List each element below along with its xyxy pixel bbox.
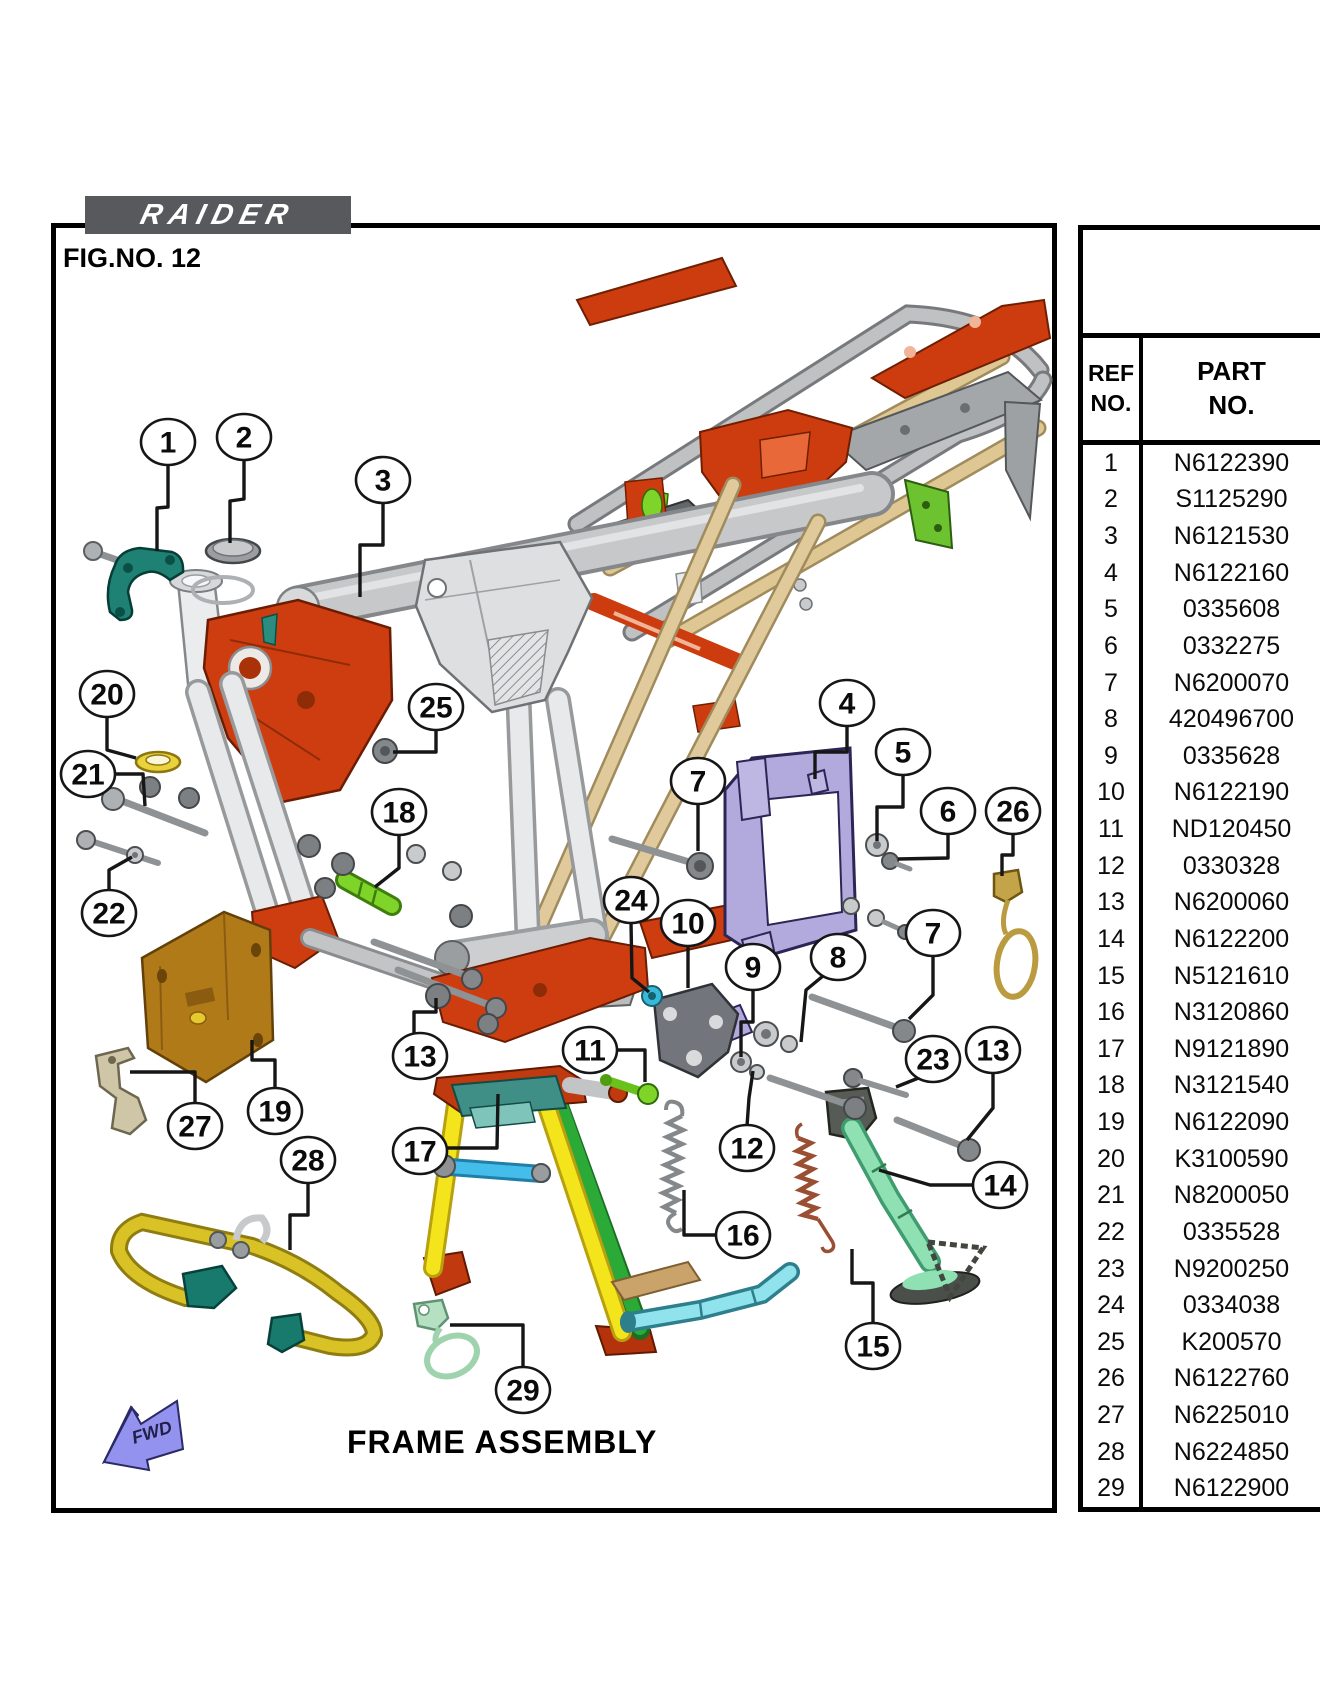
part-no-cell: N6122190 xyxy=(1173,778,1290,807)
part-no-cell: 0334038 xyxy=(1182,1291,1281,1320)
callout-number: 25 xyxy=(419,691,453,725)
table-row xyxy=(1083,1214,1320,1251)
engine-guard-28 xyxy=(119,1218,374,1352)
callout-leader-line xyxy=(393,729,436,752)
parts-table xyxy=(1078,225,1320,1512)
part-no-cell: N6200060 xyxy=(1173,888,1290,917)
callout-leader-line xyxy=(684,1190,717,1235)
callout-7 xyxy=(906,910,960,1019)
callout-number: 18 xyxy=(382,796,416,830)
callout-number: 17 xyxy=(403,1135,437,1169)
ref-no-cell: 28 xyxy=(1083,1434,1143,1471)
ref-no-cell: 1 xyxy=(1083,445,1143,482)
callout-number: 10 xyxy=(671,907,705,941)
ref-no-cell: 12 xyxy=(1083,848,1143,885)
frame-bracket-1 xyxy=(84,542,183,620)
part-no-cell: S1125290 xyxy=(1175,485,1288,514)
ref-no-cell: 24 xyxy=(1083,1287,1143,1324)
callout-number: 5 xyxy=(894,736,912,770)
callout-number: 13 xyxy=(403,1040,437,1074)
ref-header-line2: NO. xyxy=(1090,390,1132,416)
part-no-cell: N5121610 xyxy=(1173,961,1290,990)
part-no-cell: N6122390 xyxy=(1173,448,1290,477)
spacer-18 xyxy=(345,880,392,906)
table-row xyxy=(1083,1361,1320,1398)
callout-number: 9 xyxy=(744,951,762,985)
bracket-27 xyxy=(96,1048,146,1134)
table-row xyxy=(1083,1104,1320,1141)
clamp-29 xyxy=(414,1300,484,1384)
part-no-cell: 0335628 xyxy=(1182,741,1281,770)
callout-11 xyxy=(563,1027,645,1082)
part-no-cell: N6122200 xyxy=(1173,924,1290,953)
part-no-cell: 0335528 xyxy=(1182,1217,1281,1246)
part-no-cell: ND120450 xyxy=(1171,815,1292,844)
center-stand-17 xyxy=(424,1066,656,1355)
table-row xyxy=(1083,1471,1320,1508)
table-row xyxy=(1083,1324,1320,1361)
callout-26 xyxy=(986,788,1040,876)
table-row xyxy=(1083,592,1320,629)
callout-number: 14 xyxy=(983,1169,1017,1203)
callout-leader-line xyxy=(741,989,753,1057)
part-header-line2: NO. xyxy=(1208,390,1255,420)
ref-no-cell: 2 xyxy=(1083,482,1143,519)
callout-leader-line xyxy=(852,1249,873,1324)
ref-no-cell: 25 xyxy=(1083,1324,1143,1361)
part-no-cell: N6122760 xyxy=(1173,1364,1290,1393)
ref-no-cell: 19 xyxy=(1083,1104,1143,1141)
part-no-cell: N8200050 xyxy=(1173,1181,1290,1210)
callout-leader-line xyxy=(450,1325,523,1368)
part-no-cell: 0332275 xyxy=(1182,631,1281,660)
callout-number: 20 xyxy=(90,678,124,712)
table-row xyxy=(1083,1178,1320,1215)
ref-no-cell: 6 xyxy=(1083,628,1143,665)
callout-15 xyxy=(846,1249,900,1369)
table-row xyxy=(1083,775,1320,812)
callout-number: 26 xyxy=(996,795,1030,829)
callout-number: 7 xyxy=(924,917,942,951)
table-row xyxy=(1083,482,1320,519)
callout-16 xyxy=(684,1190,770,1258)
parts-table-body xyxy=(1083,445,1320,1507)
callout-leader-line xyxy=(898,833,948,859)
callout-number: 22 xyxy=(92,897,126,931)
callout-number: 23 xyxy=(916,1043,950,1077)
callout-leader-line xyxy=(747,1071,753,1126)
table-row xyxy=(1083,1287,1320,1324)
callout-number: 11 xyxy=(574,1034,606,1068)
callout-number: 29 xyxy=(506,1374,540,1408)
callout-number: 27 xyxy=(178,1110,212,1144)
fwd-label: FWD xyxy=(129,1416,175,1448)
fwd-arrow-icon xyxy=(104,1401,183,1470)
callout-number: 19 xyxy=(258,1095,292,1129)
callout-12 xyxy=(720,1071,774,1171)
callout-number: 8 xyxy=(829,941,847,975)
callout-28 xyxy=(281,1137,335,1250)
table-row xyxy=(1083,518,1320,555)
part-no-cell: N3120860 xyxy=(1173,998,1290,1027)
ref-no-cell: 5 xyxy=(1083,592,1143,629)
table-row xyxy=(1083,445,1320,482)
part-no-cell: N6121530 xyxy=(1173,522,1290,551)
table-row xyxy=(1083,665,1320,702)
table-row xyxy=(1083,1068,1320,1105)
table-top-box xyxy=(1083,230,1320,338)
callout-1 xyxy=(141,419,195,551)
part-no-cell: 420496700 xyxy=(1168,705,1295,734)
callout-13 xyxy=(966,1027,1020,1140)
callout-25 xyxy=(393,684,463,752)
table-row xyxy=(1083,1251,1320,1288)
callout-number: 24 xyxy=(614,884,648,918)
table-row xyxy=(1083,1434,1320,1471)
table-row xyxy=(1083,958,1320,995)
stand-spring-16 xyxy=(663,1102,683,1231)
figure-title: FRAME ASSEMBLY xyxy=(347,1424,658,1460)
callout-number: 12 xyxy=(730,1132,764,1166)
callout-leader-line xyxy=(375,834,399,887)
ref-header-line1: REF xyxy=(1088,360,1134,387)
table-header-row xyxy=(1083,338,1320,445)
ref-no-cell: 3 xyxy=(1083,518,1143,555)
callout-number: 1 xyxy=(159,426,177,460)
part-no-cell: N6122900 xyxy=(1173,1474,1290,1503)
callout-leader-line xyxy=(801,976,823,1042)
callout-number: 3 xyxy=(374,464,392,498)
table-row xyxy=(1083,701,1320,738)
callout-8 xyxy=(801,934,865,1042)
callout-number: 2 xyxy=(235,421,253,455)
part-no-cell: N3121540 xyxy=(1173,1071,1290,1100)
bearing-ring-2 xyxy=(206,539,260,563)
ref-no-cell: 16 xyxy=(1083,994,1143,1031)
table-row xyxy=(1083,1031,1320,1068)
part-no-cell: 0330328 xyxy=(1182,851,1281,880)
table-row xyxy=(1083,885,1320,922)
ref-no-cell: 18 xyxy=(1083,1068,1143,1105)
raider-logo-text: RAIDER xyxy=(137,198,299,231)
table-row xyxy=(1083,1397,1320,1434)
ref-no-cell: 17 xyxy=(1083,1031,1143,1068)
part-no-cell: N6200070 xyxy=(1173,668,1290,697)
ref-no-cell: 15 xyxy=(1083,958,1143,995)
callout-22 xyxy=(82,857,136,936)
callout-leader-line xyxy=(967,1072,993,1140)
part-no-cell: N9121890 xyxy=(1173,1034,1290,1063)
callout-6 xyxy=(898,788,975,859)
ref-no-cell: 27 xyxy=(1083,1397,1143,1434)
callout-18 xyxy=(372,789,426,887)
callout-number: 13 xyxy=(976,1034,1010,1068)
side-stand-spring-15 xyxy=(797,1124,834,1252)
callout-13 xyxy=(393,998,447,1079)
part-no-cell: N6224850 xyxy=(1173,1437,1290,1466)
part-no-cell: 0335608 xyxy=(1182,595,1281,624)
ref-no-cell: 29 xyxy=(1083,1471,1143,1508)
callout-leader-line xyxy=(909,955,933,1019)
ref-no-cell: 22 xyxy=(1083,1214,1143,1251)
ref-no-cell: 11 xyxy=(1083,811,1143,848)
ref-no-cell: 13 xyxy=(1083,885,1143,922)
callout-2 xyxy=(217,414,271,543)
part-no-cell: N9200250 xyxy=(1173,1254,1290,1283)
callout-leader-line xyxy=(877,774,903,841)
ref-no-cell: 23 xyxy=(1083,1251,1143,1288)
callout-leader-line xyxy=(107,716,136,758)
callout-19 xyxy=(248,1040,302,1134)
table-row xyxy=(1083,555,1320,592)
ref-no-header xyxy=(1083,338,1143,440)
callout-leader-line xyxy=(157,464,168,551)
callout-leader-line xyxy=(109,857,132,891)
callout-number: 28 xyxy=(291,1144,325,1178)
part-no-cell: K3100590 xyxy=(1174,1144,1289,1173)
callout-number: 21 xyxy=(71,758,105,792)
table-row xyxy=(1083,628,1320,665)
table-row xyxy=(1083,848,1320,885)
bracket-10 xyxy=(654,984,738,1077)
part-no-header xyxy=(1143,338,1320,440)
ref-no-cell: 7 xyxy=(1083,665,1143,702)
ref-no-cell: 9 xyxy=(1083,738,1143,775)
raider-logo xyxy=(85,196,351,234)
callout-leader-line xyxy=(230,459,244,543)
callout-20 xyxy=(80,671,136,758)
ref-no-cell: 20 xyxy=(1083,1141,1143,1178)
ref-no-cell: 10 xyxy=(1083,775,1143,812)
ref-no-cell: 26 xyxy=(1083,1361,1143,1398)
callout-number: 6 xyxy=(939,795,957,829)
callout-23 xyxy=(896,1036,960,1087)
part-header-line1: PART xyxy=(1197,356,1266,387)
part-no-cell: N6122160 xyxy=(1173,558,1290,587)
part-no-cell: K200570 xyxy=(1181,1327,1282,1356)
callout-number: 4 xyxy=(838,687,856,721)
table-row xyxy=(1083,994,1320,1031)
callout-leader-line xyxy=(616,1050,645,1082)
callout-number: 15 xyxy=(856,1330,890,1364)
figure-number-label: FIG.NO. 12 xyxy=(63,243,202,273)
callout-leader-line xyxy=(1002,833,1013,876)
ref-no-cell: 14 xyxy=(1083,921,1143,958)
table-row xyxy=(1083,738,1320,775)
table-row xyxy=(1083,1141,1320,1178)
table-row xyxy=(1083,921,1320,958)
callout-number: 7 xyxy=(689,765,707,799)
hook-26 xyxy=(993,870,1040,999)
callout-leader-line xyxy=(290,1182,308,1250)
ref-no-cell: 8 xyxy=(1083,701,1143,738)
ref-no-cell: 21 xyxy=(1083,1178,1143,1215)
part-no-cell: N6122090 xyxy=(1173,1108,1290,1137)
washer-20-gold xyxy=(136,752,180,772)
table-row xyxy=(1083,811,1320,848)
callout-number: 16 xyxy=(726,1219,760,1253)
callout-5 xyxy=(876,729,930,841)
part-no-cell: N6225010 xyxy=(1173,1401,1290,1430)
ref-no-cell: 4 xyxy=(1083,555,1143,592)
